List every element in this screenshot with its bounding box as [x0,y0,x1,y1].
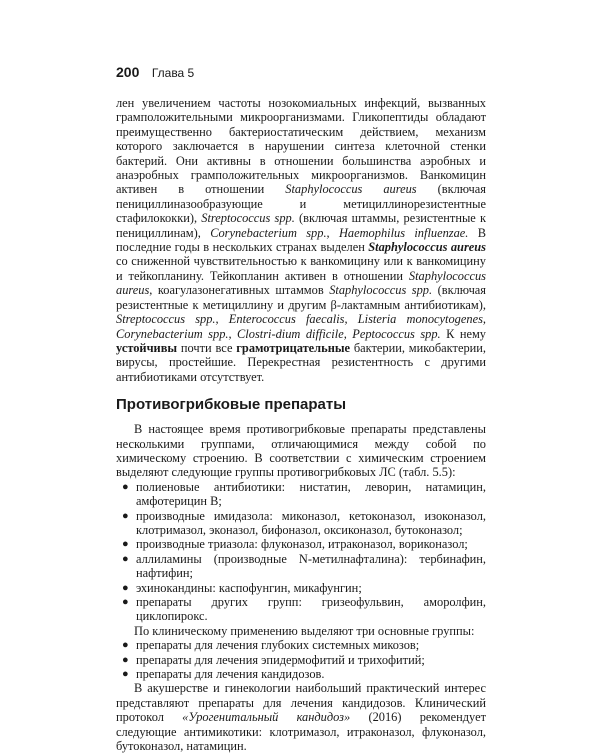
bullet-icon: ● [122,639,129,652]
bullet-icon: ● [122,538,129,551]
list-item: ● полиеновые антибиотики: нистатин, леворин, натамицин, амфотерицин В; [122,479,486,509]
chemical-groups-list [116,480,486,624]
bullet-icon: ● [122,668,129,681]
bullet-icon: ● [122,581,129,594]
list-item: ● препараты для лечения кандидозов. [122,667,325,682]
bullet-icon: ● [122,509,129,522]
page-number: 200 [116,64,140,80]
clinical-intro-paragraph: По клиническому применению выделяют три основные группы: [134,623,475,638]
list-item: ● препараты других групп: гризеофульвин, аморолфин, циклопирокс. [122,595,486,624]
chapter-label: Глава 5 [151,66,195,80]
running-head [116,64,194,82]
list-item: ● эхинокандины: каспофунгин, микафунгин; [122,580,362,595]
glycopeptides-paragraph: лен увеличением частоты нозокомиальных инфекций, вызванных грамположительными микроорганизмами. Гликопептиды обладают преимущественно бактериостатическим действием, механизм которого заключается в нарушении синтеза клеточной стенки бактерий. Они активны в отношении большинства аэробных и анаэробных грамположительных микроорганизмов. Ванкомицин активен в отношении Staphylococcus aureus (включая пенициллиназообразующие и метициллинорезистентные стафилококки), Streptococcus spp. (включая штаммы, резистентные к пенициллинам), Corynebacterium spp., Haemophilus influenzae. В последние годы в нескольких странах выделен Staphylococcus aureus со сниженной чувствительностью к ванкомицину или к ванкомицину и тейкопланину. Тейкопланин активен в отношении Staphylococcus aureus, коагулазонегативных штаммов Staphylococcus spp. (включая резистентные к метициллину и другим β-лактамным антибиотикам), Streptococcus spp., Enterococcus faecalis, Listeria monocytogenes, Corynebacterium spp., Clostri-dium difficile, Peptococcus spp. К нему устойчивы почти все грамотрицательные бактерии, микобактерии, вирусы, простейшие. Перекрестная резистентность с другими антибиотиками отсутствует. [116,96,486,384]
list-item: ● производные имидазола: миконазол, кетоконазол, изоконазол, клотримазол, эконазол, бифоназол, оксиконазол, бутоконазол; [122,508,486,537]
list-item: ● аллиламины (производные N-метилнафталина): тербинафин, нафтифин; [122,551,486,581]
list-item: ● препараты для лечения эпидермофитий и трихофитий; [122,652,425,667]
bullet-icon: ● [122,653,129,666]
list-item: ● производные триазола: флуконазол, итраконазол, вориконазол; [122,537,468,552]
page-content [116,96,486,753]
antifungal-intro-paragraph: В настоящее время противогрибковые препараты представлены несколькими группами, отличающимися между собой по химическому строению. В соответствии с химическим строением выделяют следующие группы противогрибковых ЛС (табл. 5.5): [116,422,486,480]
bullet-icon: ● [122,596,129,608]
obstetrics-paragraph: В акушерстве и гинекологии наибольший практический интерес представляют препараты для лечения кандидозов. Клинический протокол «Урогенитальный кандидоз» (2016) рекомендует следующие антимикотики: клотримазол, итраконазол, флуконазол, бутоконазол, натамицин. [116,681,486,753]
list-item: ● препараты для лечения глубоких системных микозов; [122,638,420,653]
bullet-icon: ● [122,480,129,493]
clinical-groups-list [116,638,486,681]
bullet-icon: ● [122,552,129,565]
section-heading: Противогрибковые препараты [116,396,347,414]
